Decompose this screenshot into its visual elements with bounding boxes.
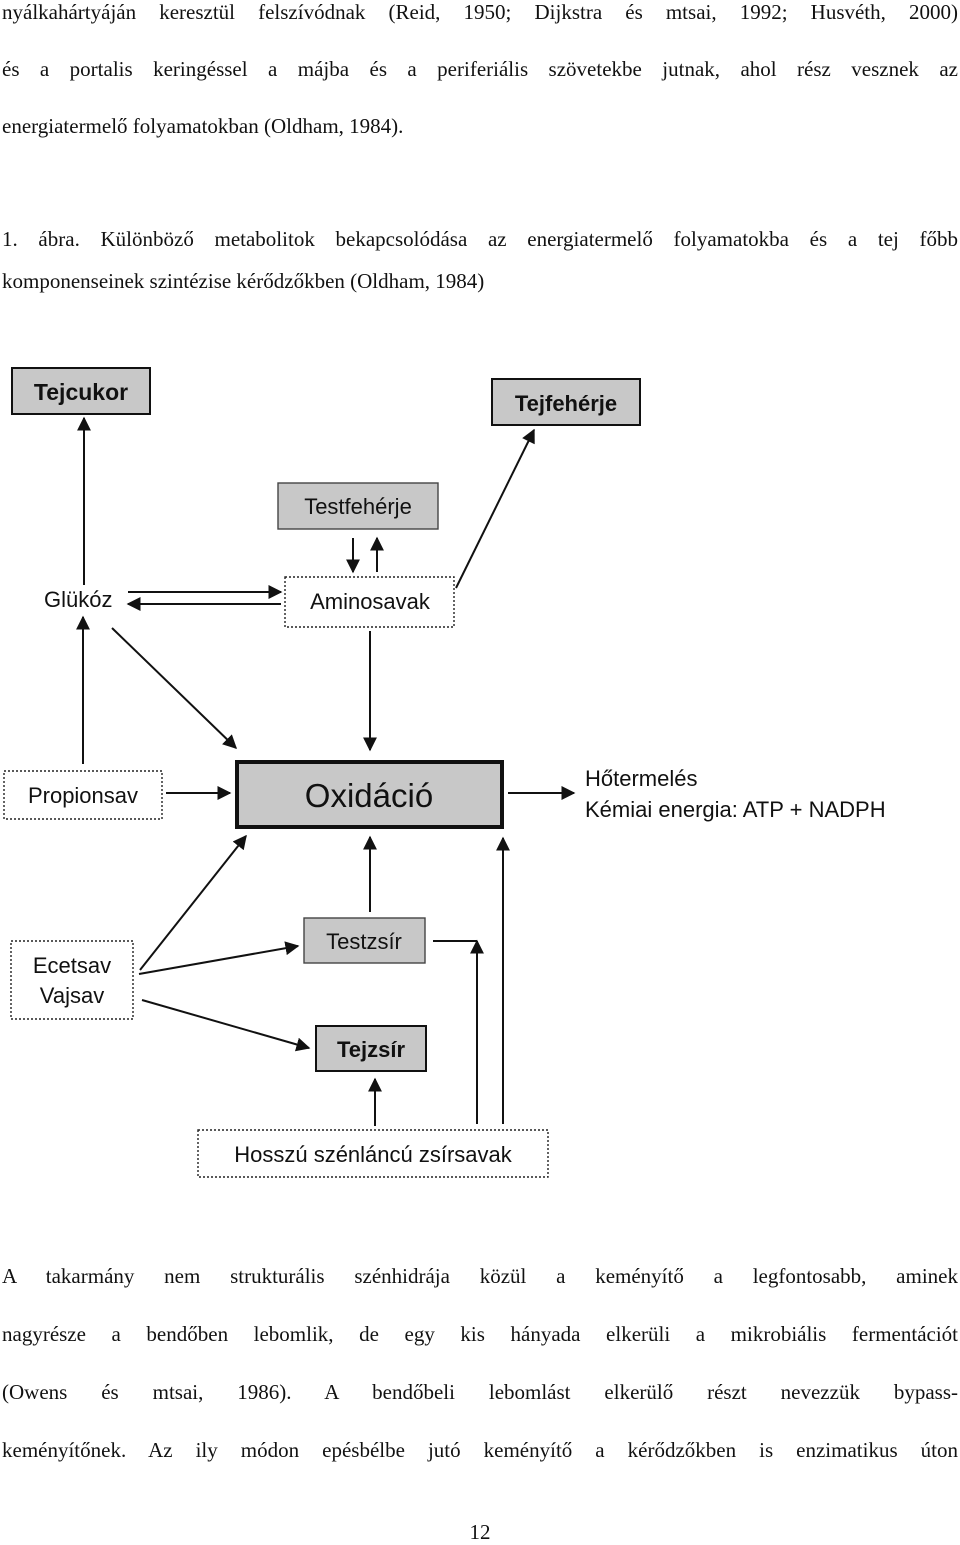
vajsav-label: Vajsav <box>39 983 105 1008</box>
testfeherje-label: Testfehérje <box>304 494 412 519</box>
arrow-aminosavak-to-tejfeherje <box>456 430 534 588</box>
intro-line-3: energiatermelő folyamatokban (Oldham, 1984). <box>2 114 404 138</box>
testzsir-label: Testzsír <box>326 929 402 954</box>
arrow-glukoz-to-oxidacio <box>112 628 236 748</box>
kemiai-energia-label: Kémiai energia: ATP + NADPH <box>585 797 886 822</box>
oxidacio-label: Oxidáció <box>304 777 434 814</box>
tejfeherje-label: Tejfehérje <box>514 391 618 416</box>
body-line-3: (Owens és mtsai, 1986). A bendőbeli lebomlást elkerülő részt nevezzük bypass- <box>2 1380 958 1404</box>
intro-line-2: és a portalis keringéssel a májba és a periferiális szövetekbe jutnak, ahol rész vesznek az <box>2 57 958 81</box>
arrow-ecetsav-to-oxidacio <box>140 836 246 970</box>
figure-caption-line-1: 1. ábra. Különböző metabolitok bekapcsolódása az energiatermelő folyamatokba és a tej főbb <box>2 227 958 251</box>
aminosavak-label: Aminosavak <box>310 589 430 614</box>
page-number: 12 <box>469 1520 491 1544</box>
tejfeherje-box <box>492 379 640 425</box>
figure-caption-line-2: komponenseinek szintézise kérődzőkben (Oldham, 1984) <box>2 269 485 293</box>
aminosavak-box <box>285 577 454 627</box>
tejcukor-label: Tejcukor <box>33 379 129 405</box>
tejcukor-box <box>12 368 150 414</box>
ecetsav-label: Ecetsav <box>32 953 112 978</box>
body-line-2: nagyrésze a bendőben lebomlik, de egy kis hányada elkerüli a mikrobiális fermentációt <box>2 1322 958 1346</box>
arrow-ecetsav-to-tejzsir <box>142 1000 309 1048</box>
propionsav-box <box>4 771 162 819</box>
body-line-4: keményítőnek. Az ily módon epésbélbe jutó keményítő a kérődzőkben is enzimatikus úton <box>2 1438 958 1462</box>
testfeherje-box <box>278 483 438 529</box>
glukoz-label: Glükóz <box>44 587 113 612</box>
hotermeles-label: Hőtermelés <box>585 766 698 791</box>
hosszu-zsirsavak-box <box>198 1130 548 1177</box>
tejzsir-box <box>316 1026 426 1071</box>
ecetsav-vajsav-box <box>11 941 133 1019</box>
propionsav-label: Propionsav <box>27 783 139 808</box>
oxidacio-box <box>237 762 502 827</box>
tejzsir-label: Tejzsír <box>336 1037 406 1062</box>
arrow-ecetsav-to-testzsir <box>139 946 298 974</box>
testzsir-box <box>304 918 425 963</box>
body-line-1: A takarmány nem strukturális szénhidrája közül a keményítő a legfontosabb, aminek <box>2 1264 958 1288</box>
hosszu-zsirsavak-label: Hosszú szénláncú zsírsavak <box>234 1142 512 1167</box>
intro-line-1: nyálkahártyáján keresztül felszívódnak (Reid, 1950; Dijkstra és mtsai, 1992; Husvéth, 2000) <box>2 0 958 24</box>
